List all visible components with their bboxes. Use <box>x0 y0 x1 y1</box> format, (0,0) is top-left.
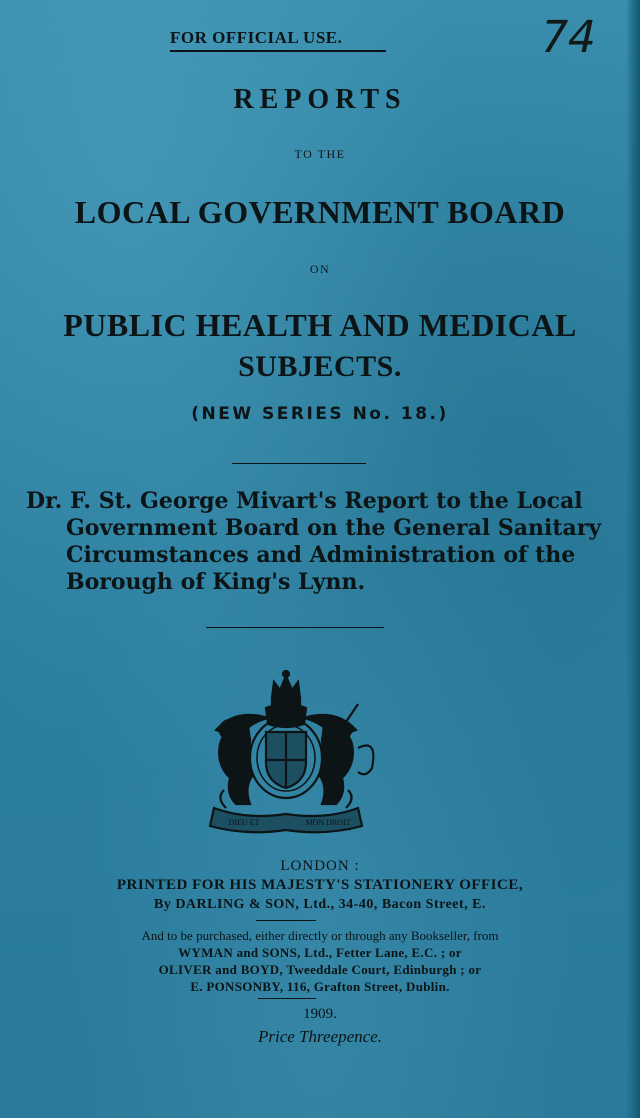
royal-coat-of-arms-icon <box>186 668 386 838</box>
divider-rule-top <box>232 463 366 464</box>
imprint-seller: OLIVER and BOYD, Tweeddale Court, Edinburgh ; or <box>158 962 482 977</box>
divider-rule-middle <box>206 627 384 628</box>
reports-heading: REPORTS <box>233 84 407 115</box>
year-divider <box>258 998 316 999</box>
imprint-purchase: And to be purchased, either directly or through any Bookseller, from <box>141 928 499 943</box>
on-text: ON <box>309 262 331 276</box>
imprint-divider <box>256 920 316 921</box>
handwritten-number: 74 <box>534 12 602 63</box>
subject-title-line1: PUBLIC HEALTH AND MEDICAL <box>63 307 577 343</box>
series-number: (NEW SERIES No. 18.) <box>191 404 449 424</box>
report-title-line: Borough of King's Lynn. <box>66 569 366 595</box>
publication-year: 1909. <box>303 1006 337 1022</box>
report-title <box>26 488 602 596</box>
report-title-line: Circumstances and Administration of the <box>66 542 576 568</box>
price-text: Price Threepence. <box>258 1027 382 1046</box>
imprint-seller: E. PONSONBY, 116, Grafton Street, Dublin. <box>190 979 450 994</box>
motto-left: DIEU ET <box>228 818 260 827</box>
report-title-line: Government Board on the General Sanitary <box>66 515 602 541</box>
imprint-seller: WYMAN and SONS, Ltd., Fetter Lane, E.C. ; or <box>178 945 462 960</box>
report-title-line: Dr. F. St. George Mivart's Report to the Local <box>26 488 583 514</box>
official-use-heading: FOR OFFICIAL USE. <box>170 28 343 47</box>
board-title: LOCAL GOVERNMENT BOARD <box>74 194 566 230</box>
to-the-text: TO THE <box>294 147 346 161</box>
imprint-city: LONDON : <box>280 858 360 874</box>
imprint-printer: By DARLING & SON, Ltd., 34-40, Bacon Street, E. <box>153 897 487 912</box>
motto-right: MON DROIT <box>305 818 351 827</box>
subject-title-line2: SUBJECTS. <box>238 350 402 383</box>
imprint-printed-for: PRINTED FOR HIS MAJESTY'S STATIONERY OFFICE, <box>116 877 524 893</box>
official-use-underline <box>170 50 386 52</box>
